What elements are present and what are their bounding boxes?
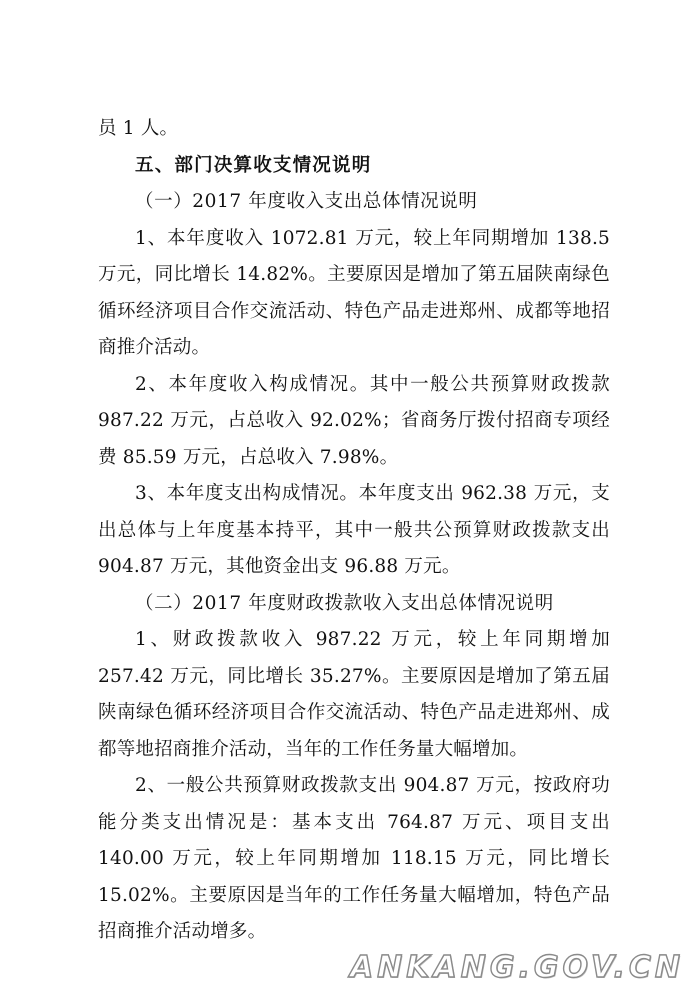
paragraph-expenditure-composition: 3、本年度支出构成情况。本年度支出 962.38 万元，支出总体与上年度基本持平，其中一般共公预算财政拨款支出 904.87 万元，其他资金出支 96.88 万元。 [98,483,610,577]
paragraph-fiscal-income: 1、财政拨款收入 987.22 万元，较上年同期增加 257.42 万元，同比增长 35.27%。主要原因是增加了第五届陕南绿色循环经济项目合作交流活动、特色产品走进郑州、成都等地招商推介活动，当年的工作任务量大幅增加。 [98,629,610,760]
site-watermark: ANKANG.GOV.CN [349,950,684,985]
section-heading: 五、部门决算收支情况说明 [135,154,372,176]
sub-heading-fiscal: （二）2017 年度财政拨款收入支出总体情况说明 [135,592,554,614]
paragraph-public-budget-expenditure: 2、一般公共预算财政拨款支出 904.87 万元，按政府功能分类支出情况是：基本支出 764.87 万元、项目支出 140.00 万元，较上年同期增加 118.15 万元，同比增长 15.02%。主要原因是当年的工作任务量大幅增加，特色产品招商推介活动增多。 [98,775,610,942]
document-body [98,111,610,951]
paragraph-income-composition: 2、本年度收入构成情况。其中一般公共预算财政拨款 987.22 万元，占总收入 92.02%；省商务厅拨付招商专项经费 85.59 万元，占总收入 7.98%。 [98,373,610,468]
paragraph-income-total: 1、本年度收入 1072.81 万元，较上年同期增加 138.5 万元，同比增长 14.82%。主要原因是增加了第五届陕南绿色循环经济项目合作交流活动、特色产品走进郑州、成都等地招商推介活动。 [98,227,610,358]
sub-heading-overall: （一）2017 年度收入支出总体情况说明 [135,191,478,212]
continuation-paragraph: 员 1 人。 [98,118,179,139]
